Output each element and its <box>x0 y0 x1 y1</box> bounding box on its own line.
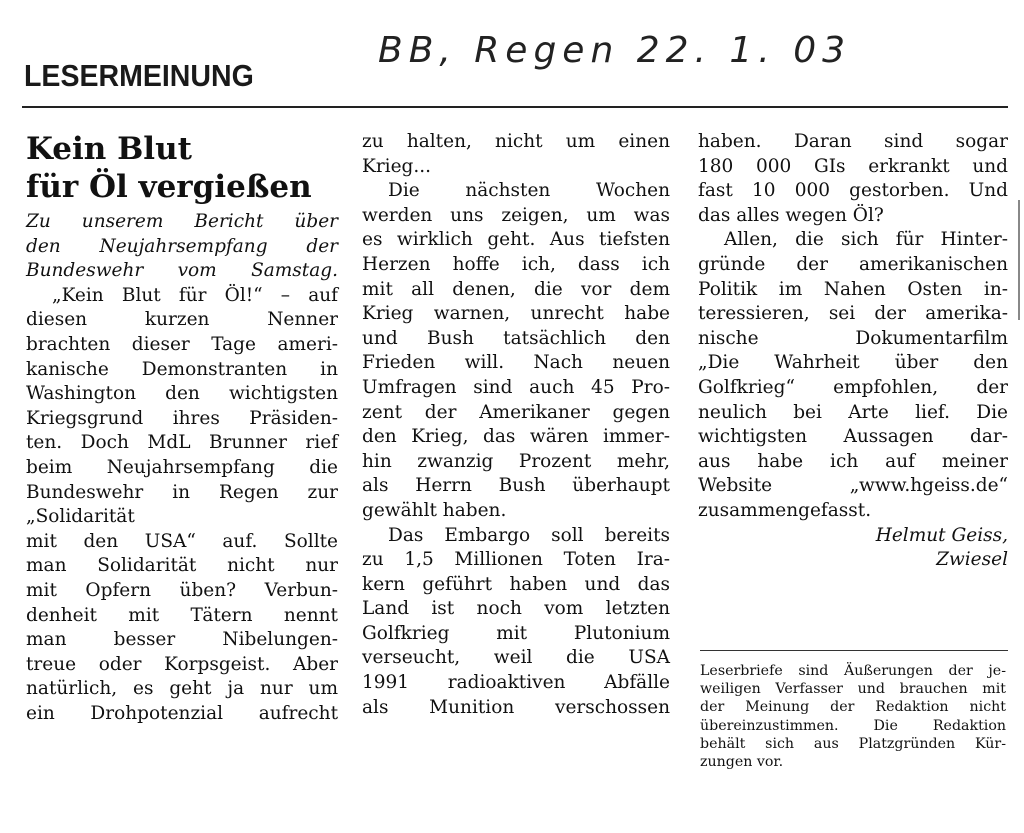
text-line: natürlich, es geht ja nur um <box>26 678 338 700</box>
body-paragraph <box>362 179 670 523</box>
text-line: kern geführt haben und das <box>362 573 670 595</box>
text-line: zu 1,5 Millionen Toten Ira- <box>362 549 670 571</box>
text-line: mit all denen, die vor dem <box>362 278 670 300</box>
footnote-rule <box>700 650 1008 651</box>
text-line: ten. Doch MdL Brunner rief <box>26 432 338 454</box>
text-line: beim Neujahrsempfang die <box>26 456 338 478</box>
signature <box>698 524 1008 573</box>
signature-place: Zwiesel <box>936 549 1008 571</box>
footnote-line: zungen vor. <box>700 754 784 771</box>
text-line: verseucht, weil die USA <box>362 647 670 669</box>
text-line: Politik im Nahen Osten in- <box>698 278 1008 300</box>
intro-line: den Neujahrsempfang der <box>26 235 338 257</box>
text-line: kanische Demonstranten in <box>26 358 338 380</box>
text-line: als Munition verschossen <box>362 696 670 718</box>
body-paragraph <box>698 228 1008 523</box>
text-line: Golfkrieg“ empfohlen, der <box>698 376 1008 398</box>
text-line: zusammengefasst. <box>698 499 872 521</box>
text-line: 1991 radioaktiven Abfälle <box>362 672 670 694</box>
column-1 <box>26 130 338 726</box>
text-line: als Herrn Bush überhaupt <box>362 475 670 497</box>
text-line: Frieden will. Nach neuen <box>362 352 670 374</box>
text-line: „Solidarität <box>26 506 135 528</box>
text-line: Krieg warnen, unrecht habe <box>362 303 670 325</box>
text-line: es wirklich geht. Aus tiefsten <box>362 229 670 251</box>
handwritten-note: BB, Regen 22. 1. 03 <box>378 30 851 71</box>
text-line: neulich bei Arte lief. Die <box>698 401 1008 423</box>
text-line: diesen kurzen Nenner <box>26 309 338 331</box>
footnote-line: Leserbriefe sind Äußerungen der je- <box>700 663 1006 679</box>
text-line: treue oder Korpsgeist. Aber <box>26 653 338 675</box>
headline-line: für Öl vergießen <box>26 169 312 205</box>
text-line: und Bush tatsächlich den <box>362 327 670 349</box>
text-line: Washington den wichtigsten <box>26 383 338 405</box>
intro-paragraph <box>26 210 338 284</box>
text-line: 180 000 GIs erkrankt und <box>698 155 1008 177</box>
text-line: Die nächsten Wochen <box>388 180 670 202</box>
footnote-line: behält sich aus Platzgründen Kür- <box>700 735 1006 752</box>
footnote-line: weiligen Verfasser und brauchen mit <box>700 681 1006 698</box>
signature-name: Helmut Geiss, <box>875 524 1008 546</box>
text-line: aus habe ich auf meiner <box>698 450 1008 472</box>
text-line: Umfragen sind auch 45 Pro- <box>362 376 670 398</box>
text-line: „Kein Blut für Öl!“ – auf <box>52 284 338 306</box>
text-line: hin zwanzig Prozent mehr, <box>362 450 670 472</box>
scan-edge-mark <box>1018 200 1020 320</box>
body-paragraph <box>362 130 670 179</box>
text-line: nische Dokumentarfilm <box>698 327 1008 349</box>
text-line: haben. Daran sind sogar <box>698 131 1008 152</box>
text-line: Krieg... <box>362 155 432 177</box>
column-2 <box>362 130 670 720</box>
text-line: Kriegsgrund ihres Präsiden- <box>26 407 338 429</box>
footnote-line: übereinzustimmen. Die Redaktion <box>700 717 1006 734</box>
text-line: wichtigsten Aussagen dar- <box>698 426 1008 448</box>
column-3 <box>698 130 1008 573</box>
text-line: den Krieg, das wären immer- <box>362 426 670 448</box>
editorial-footnote <box>700 662 1006 771</box>
text-line: man besser Nibelungen- <box>26 629 338 651</box>
text-line: brachten dieser Tage ameri- <box>26 333 338 355</box>
text-line: werden uns zeigen, um was <box>362 204 670 226</box>
text-line: denheit mit Tätern nennt <box>26 604 338 626</box>
text-line: das alles wegen Öl? <box>698 204 884 226</box>
section-kicker: LESERMEINUNG <box>24 58 254 93</box>
text-line: gründe der amerikanischen <box>698 253 1008 275</box>
text-line: mit den USA“ auf. Sollte <box>26 530 338 552</box>
text-line: gewählt haben. <box>362 499 507 521</box>
footnote-line: der Meinung der Redaktion nicht <box>700 699 1006 716</box>
text-line: Das Embargo soll bereits <box>388 524 670 546</box>
text-line: „Die Wahrheit über den <box>698 352 1008 374</box>
body-paragraph <box>698 130 1008 228</box>
text-line: zent der Amerikaner gegen <box>362 401 670 423</box>
text-line: Website „www.hgeiss.de“ <box>698 475 1008 497</box>
intro-line: Zu unserem Bericht über <box>26 211 338 232</box>
text-line: ein Drohpotenzial aufrecht <box>26 702 338 724</box>
body-paragraph <box>26 284 338 727</box>
text-line: Herzen hoffe ich, dass ich <box>362 253 670 275</box>
text-line: mit Opfern üben? Verbun- <box>26 579 338 601</box>
headline <box>26 130 338 206</box>
text-line: zu halten, nicht um einen <box>362 131 670 152</box>
text-line: fast 10 000 gestorben. Und <box>698 180 1008 202</box>
headline-line: Kein Blut <box>26 131 192 167</box>
text-line: Allen, die sich für Hinter- <box>724 229 1008 251</box>
text-line: man Solidarität nicht nur <box>26 555 338 577</box>
text-line: Golfkrieg mit Plutonium <box>362 622 670 644</box>
intro-line: Bundeswehr vom Samstag. <box>26 260 338 282</box>
text-line: Land ist noch vom letzten <box>362 598 670 620</box>
text-line: Bundeswehr in Regen zur <box>26 481 338 503</box>
header-rule <box>22 106 1008 108</box>
body-paragraph <box>362 524 670 721</box>
text-line: teressieren, sei der amerika- <box>698 303 1008 325</box>
